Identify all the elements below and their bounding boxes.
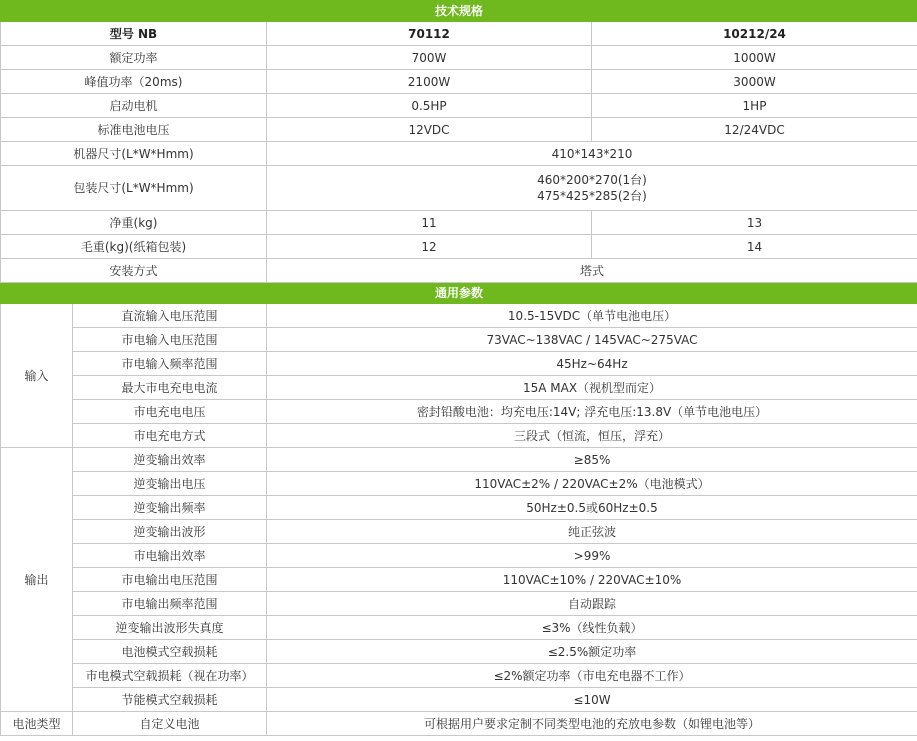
row-label: 逆变输出效率 [73, 448, 267, 472]
row-label: 市电充电方式 [73, 424, 267, 448]
table-row [1, 166, 917, 211]
row-label: 市电输出频率范围 [73, 592, 267, 616]
table-row [1, 544, 917, 568]
row-value: 50Hz±0.5或60Hz±0.5 [267, 496, 917, 520]
row-value: 密封铅酸电池：均充电压:14V; 浮充电压:13.8V（单节电池电压） [267, 400, 917, 424]
table-row [1, 328, 917, 352]
row-value: ≤2%额定功率（市电充电器不工作） [267, 664, 917, 688]
row-label: 市电输入电压范围 [73, 328, 267, 352]
value-shared: 410*143*210 [267, 142, 917, 166]
table-row [1, 259, 917, 283]
row-value: 110VAC±2% / 220VAC±2%（电池模式） [267, 472, 917, 496]
row-value: 10.5-15VDC（单节电池电压） [267, 304, 917, 328]
value-b: 1000W [592, 46, 917, 70]
row-label: 节能模式空载损耗 [73, 688, 267, 712]
model-a: 70112 [267, 22, 592, 46]
row-value: ≤10W [267, 688, 917, 712]
table-row [1, 142, 917, 166]
group-label-battery: 电池类型 [1, 712, 73, 736]
table-row [1, 304, 917, 328]
row-value: 110VAC±10% / 220VAC±10% [267, 568, 917, 592]
table-row [1, 616, 917, 640]
row-label: 安装方式 [1, 259, 267, 283]
row-value: ≥85% [267, 448, 917, 472]
table-row [1, 70, 917, 94]
value-a: 2100W [267, 70, 592, 94]
row-value: 三段式（恒流，恒压，浮充） [267, 424, 917, 448]
table-row [1, 118, 917, 142]
table-row [1, 235, 917, 259]
row-value: 15A MAX（视机型而定） [267, 376, 917, 400]
row-label: 毛重(kg)(纸箱包装) [1, 235, 267, 259]
spec-section-title: 技术规格 [1, 1, 917, 22]
model-b: 10212/24 [592, 22, 917, 46]
table-row [1, 424, 917, 448]
value-line-1: 460*200*270(1台) [537, 173, 647, 187]
value-b: 3000W [592, 70, 917, 94]
row-value: >99% [267, 544, 917, 568]
row-label: 自定义电池 [73, 712, 267, 736]
value-b: 14 [592, 235, 917, 259]
value-b: 1HP [592, 94, 917, 118]
table-row [1, 352, 917, 376]
table-row [1, 211, 917, 235]
spec-section-row [1, 1, 917, 22]
row-label: 机器尺寸(L*W*Hmm) [1, 142, 267, 166]
group-label-input: 输入 [1, 304, 73, 448]
model-label: 型号 NB [1, 22, 267, 46]
table-row [1, 592, 917, 616]
group-label-output: 输出 [1, 448, 73, 712]
row-label: 逆变输出波形 [73, 520, 267, 544]
value-line-2: 475*425*285(2台) [537, 189, 647, 203]
value-b: 13 [592, 211, 917, 235]
table-row [1, 94, 917, 118]
row-value: 纯正弦波 [267, 520, 917, 544]
row-label: 市电模式空载损耗（视在功率） [73, 664, 267, 688]
value-shared: 塔式 [267, 259, 917, 283]
row-value: ≤2.5%额定功率 [267, 640, 917, 664]
row-label: 市电输入频率范围 [73, 352, 267, 376]
row-label: 市电输出电压范围 [73, 568, 267, 592]
value-shared [267, 166, 917, 211]
row-label: 直流输入电压范围 [73, 304, 267, 328]
value-a: 11 [267, 211, 592, 235]
table-row [1, 688, 917, 712]
row-label: 逆变输出电压 [73, 472, 267, 496]
row-label: 净重(kg) [1, 211, 267, 235]
table-row [1, 376, 917, 400]
table-row [1, 400, 917, 424]
row-label: 逆变输出波形失真度 [73, 616, 267, 640]
table-row [1, 664, 917, 688]
row-value: 自动跟踪 [267, 592, 917, 616]
general-section-row [1, 283, 917, 304]
table-row [1, 46, 917, 70]
table-row [1, 712, 917, 736]
row-value: 45Hz~64Hz [267, 352, 917, 376]
row-label: 标准电池电压 [1, 118, 267, 142]
table-row [1, 496, 917, 520]
row-label: 包装尺寸(L*W*Hmm) [1, 166, 267, 211]
table-row [1, 520, 917, 544]
row-value: 73VAC~138VAC / 145VAC~275VAC [267, 328, 917, 352]
row-label: 电池模式空载损耗 [73, 640, 267, 664]
table-row [1, 568, 917, 592]
row-label: 启动电机 [1, 94, 267, 118]
row-label: 额定功率 [1, 46, 267, 70]
row-value: ≤3%（线性负载） [267, 616, 917, 640]
value-b: 12/24VDC [592, 118, 917, 142]
row-label: 峰值功率（20ms) [1, 70, 267, 94]
value-a: 12VDC [267, 118, 592, 142]
row-label: 最大市电充电电流 [73, 376, 267, 400]
general-section-title: 通用参数 [1, 283, 917, 304]
model-header-row [1, 22, 917, 46]
table-row [1, 448, 917, 472]
value-a: 700W [267, 46, 592, 70]
table-row [1, 472, 917, 496]
row-label: 市电输出效率 [73, 544, 267, 568]
row-value: 可根据用户要求定制不同类型电池的充放电参数（如锂电池等） [267, 712, 917, 736]
row-label: 市电充电电压 [73, 400, 267, 424]
row-label: 逆变输出频率 [73, 496, 267, 520]
value-a: 0.5HP [267, 94, 592, 118]
value-a: 12 [267, 235, 592, 259]
table-row [1, 640, 917, 664]
